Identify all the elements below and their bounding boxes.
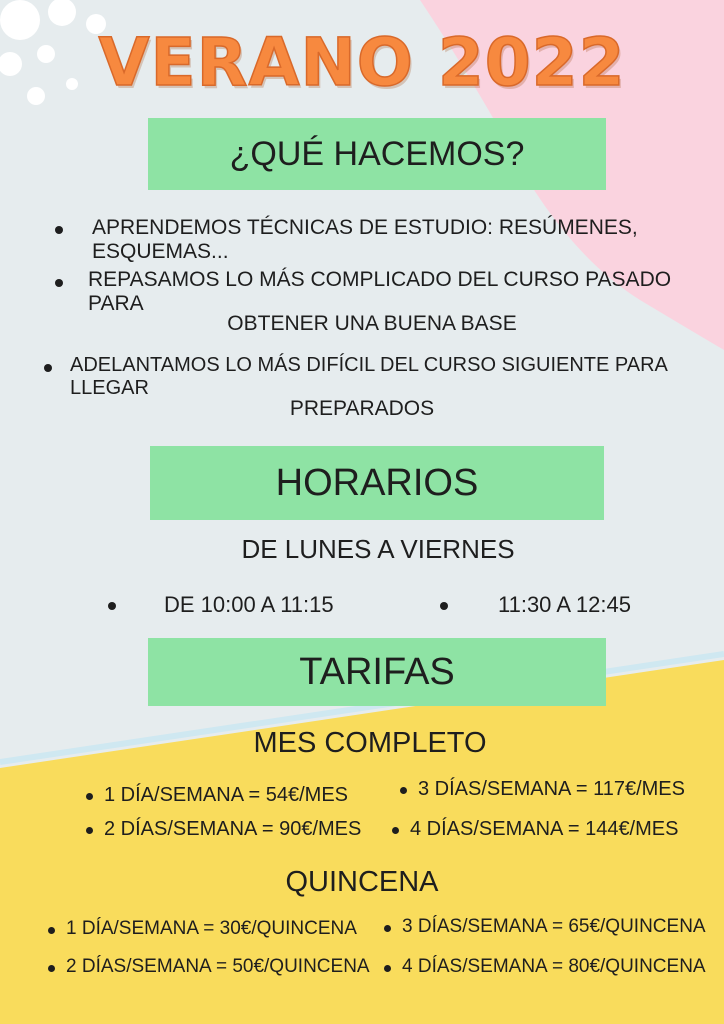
bullet-dot — [48, 965, 55, 972]
tarifa-mes-2-text: 2 DÍAS/SEMANA = 90€/MES — [104, 818, 362, 840]
tarifa-quincena-1 — [66, 918, 357, 940]
bullet-dot — [86, 793, 93, 800]
bullet-dot — [400, 787, 407, 794]
tarifa-mes-3 — [418, 778, 685, 801]
tarifa-mes-3-text: 3 DÍAS/SEMANA = 117€/MES — [418, 778, 685, 800]
bullet-dot — [55, 226, 63, 234]
tarifa-mes-4-text: 4 DÍAS/SEMANA = 144€/MES — [410, 818, 679, 840]
tarifa-quincena-3 — [402, 916, 706, 938]
bullet-dot — [86, 827, 93, 834]
tarifas-heading: TARIFAS — [299, 650, 455, 693]
tarifa-quincena-4-text: 4 DÍAS/SEMANA = 80€/QUINCENA — [402, 956, 706, 977]
bullet-dot — [48, 927, 55, 934]
tarifas-banner — [148, 638, 606, 706]
horarios-days: DE LUNES A VIERNES — [241, 534, 515, 564]
que-hacemos-item-3-line1: ADELANTAMOS LO MÁS DIFÍCIL DEL CURSO SIGUIENTE PARA LLEGAR — [70, 354, 667, 399]
horario-slot-2: 11:30 A 12:45 — [498, 592, 631, 617]
tarifa-mes-1-text: 1 DÍA/SEMANA = 54€/MES — [104, 784, 348, 806]
que-hacemos-item-3-line2: PREPARADOS — [289, 397, 435, 420]
que-hacemos-banner — [148, 118, 606, 190]
horarios-heading: HORARIOS — [275, 461, 479, 504]
bullet-dot — [44, 364, 52, 372]
tarifa-quincena-2 — [66, 956, 370, 978]
bullet-dot — [108, 602, 116, 610]
tarifa-quincena-3-text: 3 DÍAS/SEMANA = 65€/QUINCENA — [402, 916, 706, 937]
tarifa-mes-2 — [104, 818, 361, 841]
page-title: VERANO 2022 — [98, 24, 626, 101]
horario-slot-1: DE 10:00 A 11:15 — [164, 592, 334, 617]
tarifa-quincena-2-text: 2 DÍAS/SEMANA = 50€/QUINCENA — [66, 956, 370, 977]
bullet-dot — [392, 827, 399, 834]
tarifa-quincena-1-text: 1 DÍA/SEMANA = 30€/QUINCENA — [66, 918, 357, 939]
tarifa-mes-1 — [104, 784, 348, 807]
que-hacemos-item-1: APRENDEMOS TÉCNICAS DE ESTUDIO: RESÚMENES, ESQUEMAS... — [92, 216, 638, 263]
que-hacemos-item-2-line1: REPASAMOS LO MÁS COMPLICADO DEL CURSO PASADO PARA — [88, 268, 672, 315]
que-hacemos-heading: ¿QUÉ HACEMOS? — [229, 134, 525, 173]
bullet-dot — [384, 925, 391, 932]
tarifa-mes-4 — [410, 818, 678, 841]
tarifa-quincena-4 — [402, 956, 706, 978]
bullet-dot — [384, 965, 391, 972]
quincena-heading: QUINCENA — [285, 866, 439, 898]
horarios-banner — [150, 446, 604, 520]
bullet-dot — [55, 279, 63, 287]
bullet-dot — [440, 602, 448, 610]
mes-completo-heading: MES COMPLETO — [253, 727, 487, 759]
que-hacemos-item-2-line2: OBTENER UNA BUENA BASE — [227, 312, 517, 335]
